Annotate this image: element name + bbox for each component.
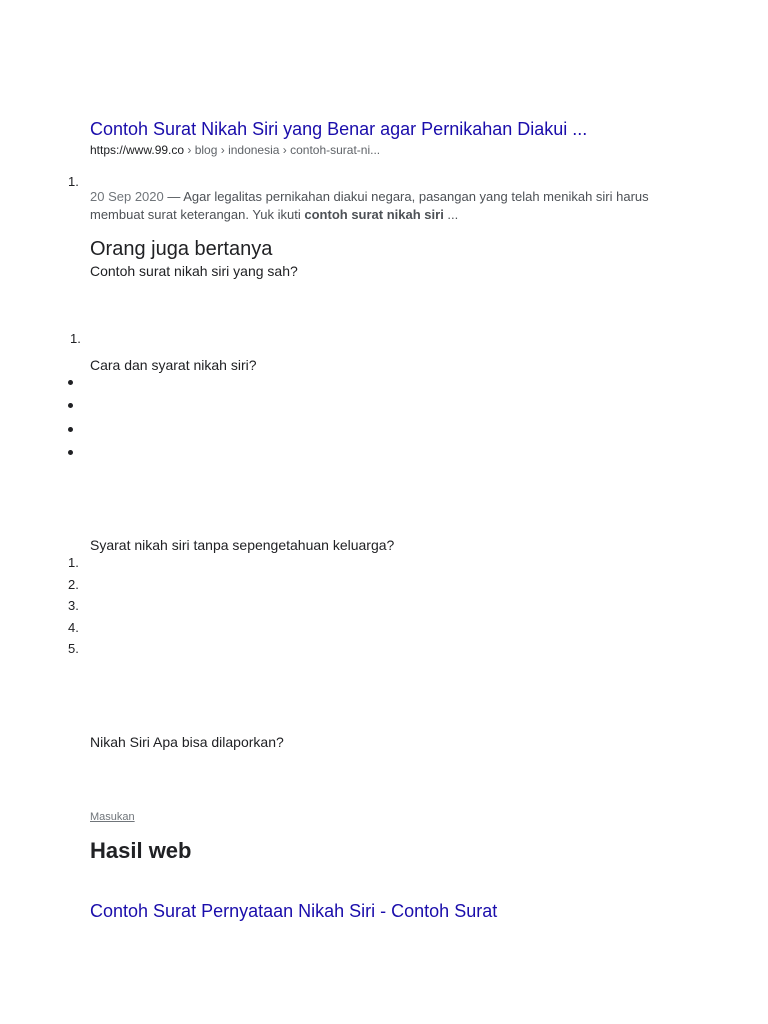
result-url — [90, 142, 380, 158]
result-url-host: https://www.99.co — [90, 143, 185, 157]
bullet-dot — [68, 450, 73, 455]
result-title-link[interactable]: Contoh Surat Nikah Siri yang Benar agar Pernikahan Diakui ... — [90, 119, 588, 139]
list-number: 1. — [68, 174, 79, 189]
question-3[interactable]: Syarat nikah siri tanpa sepengetahuan keluarga? — [90, 537, 395, 553]
people-also-ask-heading: Orang juga bertanya — [90, 238, 273, 260]
question-4[interactable]: Nikah Siri Apa bisa dilaporkan? — [90, 734, 284, 750]
web-results-heading: Hasil web — [90, 838, 192, 863]
bullet-dot — [68, 403, 73, 408]
list-number: 2. — [68, 577, 79, 592]
result-date: 20 Sep 2020 — [90, 189, 164, 204]
result-url-path: › blog › indonesia › contoh-surat-ni... — [184, 143, 381, 157]
result-snippet — [90, 188, 670, 224]
list-number: 1. — [70, 331, 81, 346]
bullet-dot — [68, 380, 73, 385]
snippet-end: ... — [443, 207, 459, 222]
question-2[interactable]: Cara dan syarat nikah siri? — [90, 357, 257, 373]
list-number: 5. — [68, 641, 79, 656]
snippet-line-1: — Agar legalitas pernikahan diakui negara, pasangan yang telah menikah siri harus — [163, 189, 649, 204]
list-number: 1. — [68, 555, 79, 570]
list-number: 3. — [68, 598, 79, 613]
web-result-title-link[interactable]: Contoh Surat Pernyataan Nikah Siri - Contoh Surat — [90, 901, 498, 921]
snippet-bold: contoh surat nikah siri — [304, 207, 444, 222]
snippet-line-2: membuat surat keterangan. Yuk ikuti — [90, 207, 305, 222]
bullet-dot — [68, 427, 73, 432]
feedback-link[interactable]: Masukan — [90, 811, 135, 823]
list-number: 4. — [68, 620, 79, 635]
question-1[interactable]: Contoh surat nikah siri yang sah? — [90, 263, 298, 279]
